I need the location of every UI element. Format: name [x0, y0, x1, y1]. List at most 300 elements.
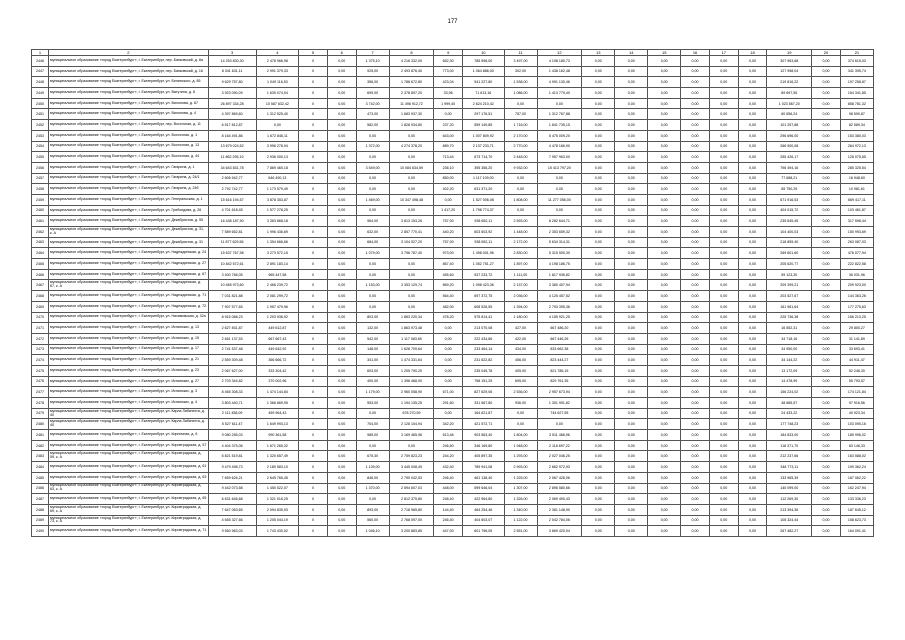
value-cell: 148,00: [356, 344, 389, 355]
row-address: муниципальное образование «город Екатеринбург», г. Екатеринбург, ул. Декабристов, д. 31: [49, 237, 209, 248]
table-row: [32, 472, 874, 483]
row-address: муниципальное образование «город Екатеринбург», г. Екатеринбург, ул. Испанских, д. 13: [49, 323, 209, 334]
value-cell: 3 878 353,87: [256, 194, 299, 205]
table-row: [32, 451, 874, 462]
value-cell: 473,00: [356, 109, 389, 120]
value-cell: 1 672 846,11: [256, 130, 299, 141]
value-cell: 0,00: [738, 280, 767, 291]
value-cell: 0,00: [582, 237, 615, 248]
value-cell: 374 615,03: [840, 56, 873, 67]
value-cell: 757,00: [434, 237, 463, 248]
value-cell: 0,00: [681, 398, 710, 409]
row-number: 2472: [32, 333, 49, 344]
value-cell: 0,00: [738, 291, 767, 302]
value-cell: 0,00: [709, 419, 738, 430]
value-cell: 233 464,14: [463, 344, 505, 355]
value-cell: 1 628 709,64: [389, 344, 434, 355]
value-cell: 0,00: [681, 77, 710, 88]
value-cell: 541 227,80: [463, 77, 505, 88]
table-row: [32, 77, 874, 88]
value-cell: 3 400 766,05: [208, 269, 256, 280]
row-address: муниципальное образование «город Екатеринбург», г. Екатеринбург, ул. Восточная, д. 44: [49, 152, 209, 163]
value-cell: 296 696,00: [767, 130, 812, 141]
value-cell: 1 394,00: [504, 301, 537, 312]
value-cell: 1 117 109,00: [463, 173, 505, 184]
value-cell: 36 031,96: [840, 269, 873, 280]
value-cell: 3 511 468,96: [537, 430, 582, 441]
value-cell: 667 446,26: [537, 333, 582, 344]
value-cell: 2 812 375,80: [389, 494, 434, 505]
value-cell: 846,00: [356, 472, 389, 483]
value-cell: 29 800,27: [840, 323, 873, 334]
row-number: 2468: [32, 291, 49, 302]
value-cell: 400,00: [356, 376, 389, 387]
value-cell: 0,00: [709, 398, 738, 409]
value-cell: 0,00: [681, 194, 710, 205]
value-cell: 0,00: [256, 120, 299, 131]
value-cell: 0,00: [738, 408, 767, 419]
value-cell: 0,00: [648, 355, 681, 366]
value-cell: 0,00: [582, 291, 615, 302]
value-cell: 0: [299, 526, 328, 537]
value-cell: 405 897,35: [463, 451, 505, 462]
value-cell: 0,00: [812, 237, 841, 248]
value-cell: 77 688,21: [767, 173, 812, 184]
value-cell: 0,00: [681, 130, 710, 141]
value-cell: 1 957 479,96: [256, 301, 299, 312]
row-address: муниципальное образование «город Екатеринбург», г. Екатеринбург, ул. Кировградская, д. 65: [49, 494, 209, 505]
table-row: [32, 365, 874, 376]
value-cell: 0,00: [709, 66, 738, 77]
table-row: [32, 408, 874, 419]
value-cell: 60 656,24: [767, 109, 812, 120]
value-cell: 1 312 767,88: [537, 109, 582, 120]
value-cell: 889,70: [434, 141, 463, 152]
value-cell: 0: [299, 376, 328, 387]
value-cell: 133 965,39: [767, 472, 812, 483]
value-cell: 1 577 278,25: [256, 205, 299, 216]
value-cell: 0,00: [327, 451, 356, 462]
value-cell: 0: [299, 269, 328, 280]
value-cell: 0: [299, 184, 328, 195]
value-cell: 3 813 153,26: [389, 216, 434, 227]
value-cell: 0,00: [681, 323, 710, 334]
value-cell: 1 326,00: [504, 494, 537, 505]
value-cell: 2 081 299,72: [256, 291, 299, 302]
value-cell: 263 087,03: [840, 237, 873, 248]
value-cell: 0,00: [504, 184, 537, 195]
value-cell: 0,00: [327, 355, 356, 366]
table-row: [32, 130, 874, 141]
value-cell: 187 062,22: [840, 472, 873, 483]
value-cell: 0: [299, 152, 328, 163]
value-cell: 0: [299, 237, 328, 248]
value-cell: 213 070,08: [463, 323, 505, 334]
value-cell: 0,00: [504, 408, 537, 419]
table-row: [32, 515, 874, 526]
value-cell: 0,00: [709, 162, 738, 173]
value-cell: 0,00: [709, 173, 738, 184]
value-cell: 575 814,41: [463, 312, 505, 323]
value-cell: 0,00: [356, 259, 389, 270]
value-cell: 0,00: [356, 130, 389, 141]
value-cell: 6 631 646,68: [208, 494, 256, 505]
value-cell: 0,00: [582, 387, 615, 398]
value-cell: 0,00: [738, 344, 767, 355]
value-cell: 118 371,70: [767, 440, 812, 451]
value-cell: 264 972,13: [840, 141, 873, 152]
row-number: 2483: [32, 451, 49, 462]
value-cell: 1 111,00: [504, 269, 537, 280]
value-cell: 0,00: [681, 312, 710, 323]
value-cell: 421 572,71: [463, 419, 505, 430]
row-address: муниципальное образование «город Екатеринбург», г. Екатеринбург, ул. Кировградская, д. 69, к. А: [49, 504, 209, 515]
value-cell: 1 438 162,48: [537, 66, 582, 77]
value-cell: 5 821 519,81: [208, 451, 256, 462]
value-cell: 0: [299, 333, 328, 344]
value-cell: 0,00: [681, 184, 710, 195]
value-cell: 0,00: [356, 205, 389, 216]
value-cell: 4 404 375,06: [208, 440, 256, 451]
value-cell: 1 354 666,66: [256, 237, 299, 248]
value-cell: 2 593,00: [504, 216, 537, 227]
value-cell: 0: [299, 120, 328, 131]
value-cell: 0,00: [709, 408, 738, 419]
value-cell: 0,00: [738, 141, 767, 152]
value-cell: 0,00: [648, 141, 681, 152]
value-cell: 0,00: [615, 312, 648, 323]
value-cell: 773,00: [434, 66, 463, 77]
value-cell: 0,00: [356, 184, 389, 195]
value-cell: 2 094 835,93: [256, 504, 299, 515]
value-cell: 222 434,66: [463, 333, 505, 344]
value-cell: 1 474 144,84: [256, 387, 299, 398]
row-number: 2481: [32, 430, 49, 441]
value-cell: 0,00: [812, 526, 841, 537]
table-row: [32, 344, 874, 355]
value-cell: 608 526,55: [463, 301, 505, 312]
value-cell: 0,00: [812, 216, 841, 227]
value-cell: 0: [299, 291, 328, 302]
value-cell: 0,00: [389, 440, 434, 451]
value-cell: 0,00: [681, 344, 710, 355]
value-cell: 0,00: [709, 526, 738, 537]
value-cell: 1 448,00: [504, 227, 537, 238]
value-cell: 1 538,00: [504, 77, 537, 88]
value-cell: 4 274 378,20: [389, 141, 434, 152]
value-cell: 8 341 631,11: [208, 66, 256, 77]
value-cell: 0,00: [648, 291, 681, 302]
value-cell: 0: [299, 515, 328, 526]
value-cell: 307 963,68: [767, 56, 812, 67]
value-cell: 0,00: [615, 301, 648, 312]
value-cell: 3 742,00: [356, 98, 389, 109]
value-cell: 1 863 973,48: [389, 323, 434, 334]
header-cell: 13: [582, 50, 615, 56]
row-number: 2462: [32, 227, 49, 238]
value-cell: 4 478 166,90: [537, 141, 582, 152]
row-number: 2467: [32, 280, 49, 291]
value-cell: 0,00: [389, 269, 434, 280]
value-cell: 0,00: [648, 515, 681, 526]
value-cell: 1 064 886,00: [463, 66, 505, 77]
value-cell: 0,00: [582, 504, 615, 515]
value-cell: 0,00: [709, 430, 738, 441]
value-cell: 2 759 823,23: [389, 451, 434, 462]
value-cell: 0,00: [648, 56, 681, 67]
value-cell: 0,00: [356, 269, 389, 280]
value-cell: 162 247,94: [840, 483, 873, 494]
value-cell: 0,00: [582, 88, 615, 99]
table-row: [32, 120, 874, 131]
value-cell: 0,00: [327, 483, 356, 494]
value-cell: 0,00: [681, 419, 710, 430]
value-cell: 0: [299, 494, 328, 505]
table-row: [32, 216, 874, 227]
value-cell: 244,20: [434, 451, 463, 462]
row-address: муниципальное образование «город Екатеринбург», г. Екатеринбург, ул. Кировградская, д. 63: [49, 472, 209, 483]
row-number: 2489: [32, 515, 49, 526]
row-address: муниципальное образование «город Екатеринбург», г. Екатеринбург, ул. Гагарина, д. 24б: [49, 184, 209, 195]
row-address: муниципальное образование «город Екатеринбург», г. Екатеринбург, ул. Испанских, д. 21: [49, 355, 209, 366]
value-cell: 0,00: [709, 130, 738, 141]
value-cell: 9 080 255,03: [208, 430, 256, 441]
value-cell: 297 176,51: [463, 109, 505, 120]
row-address: муниципальное образование «город Екатеринбург», г. Екатеринбург, ул. Вилонова, д. 4: [49, 109, 209, 120]
value-cell: 0,00: [648, 173, 681, 184]
value-cell: 0,00: [709, 301, 738, 312]
header-cell: 2: [49, 50, 209, 56]
value-cell: 0,00: [327, 472, 356, 483]
value-cell: 0,00: [615, 184, 648, 195]
value-cell: 1 469,00: [356, 194, 389, 205]
value-cell: 0,00: [615, 526, 648, 537]
row-address: муниципальное образование «город Екатеринбург», г. Екатеринбург, ул. Декабристов, д. 31, к. А: [49, 227, 209, 238]
value-cell: 0,00: [812, 387, 841, 398]
value-cell: 71 613,16: [463, 88, 505, 99]
value-cell: 6 517 812,87: [208, 120, 256, 131]
value-cell: 0,00: [681, 88, 710, 99]
value-cell: 231 622,82: [463, 355, 505, 366]
value-cell: 0,00: [709, 365, 738, 376]
value-cell: 0,00: [812, 344, 841, 355]
header-cell: 8: [389, 50, 434, 56]
row-address: муниципальное образование «город Екатеринбург», г. Екатеринбург, ул. Карла Либкнехта, д. 40: [49, 419, 209, 430]
value-cell: 1 804,00: [504, 430, 537, 441]
value-cell: 0,00: [327, 323, 356, 334]
value-cell: 0,00: [738, 237, 767, 248]
value-cell: 936,00: [504, 398, 537, 409]
value-cell: 0,00: [327, 248, 356, 259]
value-cell: 0,00: [738, 451, 767, 462]
value-cell: 4 198 180,73: [537, 56, 582, 67]
value-cell: 0,00: [582, 130, 615, 141]
value-cell: 0,00: [615, 440, 648, 451]
table-row: [32, 280, 874, 291]
value-cell: 0,00: [615, 66, 648, 77]
value-cell: 0,00: [812, 515, 841, 526]
value-cell: 0,00: [648, 120, 681, 131]
value-cell: 1 122,00: [504, 515, 537, 526]
value-cell: 8 164 491,86: [208, 130, 256, 141]
value-cell: 14 478,99: [767, 376, 812, 387]
value-cell: 150 993,69: [840, 227, 873, 238]
value-cell: 2 361 148,90: [537, 504, 582, 515]
value-cell: 0,00: [648, 312, 681, 323]
value-cell: 0,00: [582, 280, 615, 291]
value-cell: 0,00: [812, 152, 841, 163]
value-cell: 370 002,96: [256, 376, 299, 387]
table-row: [32, 526, 874, 537]
value-cell: 34 643 831,78: [208, 162, 256, 173]
value-cell: 1 180,00: [504, 312, 537, 323]
table-row: [32, 162, 874, 173]
value-cell: 0,00: [582, 248, 615, 259]
value-cell: 0,00: [327, 216, 356, 227]
value-cell: 356,00: [356, 77, 389, 88]
value-cell: 0,00: [738, 66, 767, 77]
value-cell: 2 594 607,03: [389, 483, 434, 494]
value-cell: 0,00: [327, 344, 356, 355]
value-cell: 0,00: [681, 504, 710, 515]
value-cell: 1 366 669,95: [256, 398, 299, 409]
table-row: [32, 109, 874, 120]
row-address: муниципальное образование «город Екатеринбург», г. Екатеринбург, ул. Надеждинская, д. 27: [49, 259, 209, 270]
table-row: [32, 66, 874, 77]
value-cell: 0,00: [709, 120, 738, 131]
value-cell: 1 798 774,37: [463, 205, 505, 216]
value-cell: 0,00: [327, 66, 356, 77]
table-row: [32, 248, 874, 259]
value-cell: 0,00: [615, 98, 648, 109]
value-cell: 132,00: [356, 323, 389, 334]
value-cell: 2 790 042,53: [389, 472, 434, 483]
row-address: муниципальное образование «город Екатеринбург», г. Екатеринбург, пер. Восточная, д. 11: [49, 120, 209, 131]
value-cell: 829 761,35: [537, 376, 582, 387]
value-cell: 0,00: [709, 333, 738, 344]
table-row: [32, 323, 874, 334]
value-cell: 0,00: [327, 408, 356, 419]
header-cell: 12: [537, 50, 582, 56]
value-cell: 3 200 883,85: [389, 526, 434, 537]
value-cell: 0,00: [738, 387, 767, 398]
value-cell: 850,00: [434, 173, 463, 184]
value-cell: 0,00: [709, 323, 738, 334]
value-cell: 646 490,13: [256, 173, 299, 184]
value-cell: 0,00: [709, 227, 738, 238]
value-cell: 2 896 580,66: [537, 483, 582, 494]
value-cell: 0,00: [389, 259, 434, 270]
row-number: 2453: [32, 130, 49, 141]
value-cell: 0,00: [389, 291, 434, 302]
value-cell: 0,00: [812, 280, 841, 291]
value-cell: 0: [299, 462, 328, 473]
row-number: 2451: [32, 109, 49, 120]
row-number: 2487: [32, 494, 49, 505]
value-cell: 823 444,27: [537, 355, 582, 366]
row-address: муниципальное образование «город Екатеринбург», г. Екатеринбург, ул. Испанских, д. 4: [49, 398, 209, 409]
value-cell: 0: [299, 483, 328, 494]
value-cell: 15 637 767,98: [208, 248, 256, 259]
value-cell: 0,00: [434, 333, 463, 344]
value-cell: 0,00: [812, 494, 841, 505]
value-cell: 0,00: [504, 205, 537, 216]
value-cell: 1 312 525,40: [256, 109, 299, 120]
value-cell: 0,00: [738, 419, 767, 430]
value-cell: 0,00: [327, 141, 356, 152]
value-cell: 1 671 265,32: [256, 440, 299, 451]
value-cell: 0,00: [812, 205, 841, 216]
value-cell: 632,00: [356, 227, 389, 238]
value-cell: 2 069 490,43: [537, 494, 582, 505]
row-address: муниципальное образование «город Екатеринбург», г. Екатеринбург, ул. Нахимовская, д. 32а: [49, 312, 209, 323]
table-body: [32, 50, 874, 537]
value-cell: 164 621,87: [463, 408, 505, 419]
value-cell: 10 842 572,61: [208, 259, 256, 270]
value-cell: 0,00: [582, 120, 615, 131]
value-cell: 0,00: [812, 248, 841, 259]
value-cell: 11 277 056,00: [537, 194, 582, 205]
header-cell: 4: [256, 50, 299, 56]
value-cell: 0,00: [709, 98, 738, 109]
value-cell: 0,00: [812, 408, 841, 419]
value-cell: 0,00: [709, 280, 738, 291]
row-address: муниципальное образование «город Екатеринбург», г. Екатеринбург, ул. Карла Либкнехта, д. 40: [49, 408, 209, 419]
table-row: [32, 333, 874, 344]
value-cell: 0,00: [709, 387, 738, 398]
value-cell: 0,00: [681, 66, 710, 77]
value-cell: 3 169 465,96: [389, 430, 434, 441]
value-cell: 0,00: [327, 280, 356, 291]
value-cell: 0: [299, 280, 328, 291]
value-cell: 0: [299, 387, 328, 398]
header-cell: 1: [32, 50, 49, 56]
value-cell: 684,00: [356, 237, 389, 248]
value-cell: 603 603,92: [463, 227, 505, 238]
value-cell: 15 413 797,20: [537, 162, 582, 173]
value-cell: 0,00: [615, 365, 648, 376]
value-cell: 402,20: [434, 184, 463, 195]
value-cell: 0,00: [738, 88, 767, 99]
value-cell: 0,00: [615, 462, 648, 473]
value-cell: 212 237,66: [767, 451, 812, 462]
value-cell: 0,00: [648, 462, 681, 473]
value-cell: 1 808,00: [504, 194, 537, 205]
row-number: 2461: [32, 216, 49, 227]
value-cell: 0,00: [356, 408, 389, 419]
value-cell: 0,00: [327, 237, 356, 248]
value-cell: 0,00: [582, 483, 615, 494]
value-cell: 0: [299, 162, 328, 173]
value-cell: 925,00: [356, 66, 389, 77]
value-cell: 0,00: [582, 152, 615, 163]
value-cell: 0,00: [327, 462, 356, 473]
value-cell: 144,40: [434, 504, 463, 515]
value-cell: 0: [299, 472, 328, 483]
table-row: [32, 312, 874, 323]
value-cell: 0: [299, 173, 328, 184]
value-cell: 16 948,60: [840, 173, 873, 184]
value-cell: 1 153,00: [356, 280, 389, 291]
value-cell: 2 466 239,72: [256, 280, 299, 291]
value-cell: 0,00: [648, 269, 681, 280]
table-row: [32, 227, 874, 238]
row-address: муниципальное образование «город Екатеринбург», г. Екатеринбург, ул. Вилонова, д. 67: [49, 98, 209, 109]
value-cell: 0,00: [327, 77, 356, 88]
value-cell: 2 718 965,80: [389, 504, 434, 515]
row-address: муниципальное образование «город Екатеринбург», г. Екатеринбург, ул. Белинского, д. 85: [49, 77, 209, 88]
value-cell: 0,00: [812, 301, 841, 312]
